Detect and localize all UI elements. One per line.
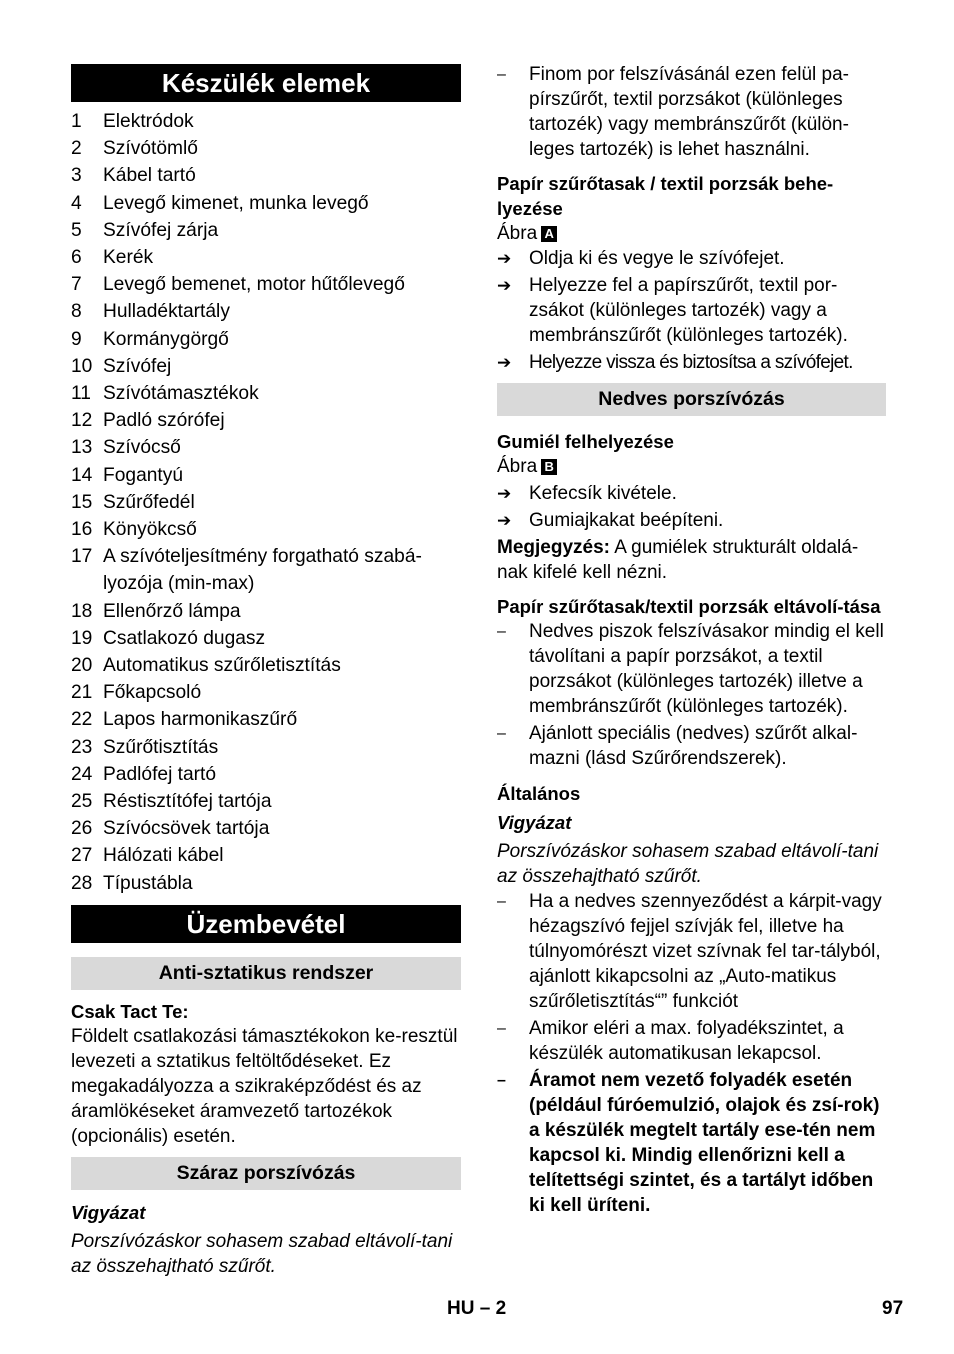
paper-remove-heading: Papír szűrőtasak/textil porzsák eltávolí-tása [497,596,881,617]
list-item: 7 Levegő bemenet, motor hűtőlevegő [71,274,405,296]
arrow-icon: ➔ [497,276,512,295]
subsection-wet-vacuuming: Nedves porszívózás [497,383,886,416]
caution-label: Vigyázat [497,812,572,833]
list-item: 9 Kormánygörgő [71,328,229,350]
tact-heading: Csak Tact Te: [71,1000,189,1022]
list-item: 23 Szűrőtisztítás [71,736,219,758]
dash-item: – Amikor eléri a max. folyadékszintet, a készülék automatikusan lekapcsol. [497,1018,844,1064]
step-item: ➔ Gumiajkakat beépíteni. [497,510,724,531]
section-title-components: Készülék elemek [71,64,461,102]
list-item: 24 Padlófej tartó [71,763,217,785]
right-column [497,62,886,1218]
list-item: 16 Könyökcső [71,519,197,541]
components-list [71,108,461,897]
subsection-dry-vacuuming: Száraz porszívózás [71,1157,461,1190]
paper-insert-heading: Papír szűrőtasak / textil porzsák behe-lyezése [497,173,834,219]
arrow-icon: ➔ [497,353,511,372]
dash-item-warning: – Áramot nem vezető folyadék esetén (például fúróemulzió, olajok és zsí-rok) a készülék megtelt tartály ese-tén nem kapcsol ki. Mindig ellenőrizni kell a telítettségi szintet, és a tartályt időben ki kell üríteni. [497,1070,880,1216]
list-item: 5 Szívófej zárja [71,219,219,241]
list-item: 1 Elektródok [71,111,194,132]
list-item: 10 Szívófej [71,355,172,377]
list-item: 6 Kerék [71,247,154,269]
note-paragraph: Megjegyzés: A gumiélek strukturált oldalá-nak kifelé kell nézni. [497,537,859,583]
figure-b-ref: Ábra B [497,454,886,479]
list-item: 17 A szívóteljesítmény forgatható szabá-lyozója (min-max) [71,546,422,595]
figure-b-badge: B [541,459,557,475]
caution-text: Porszívózáskor sohasem szabad eltávolí-tani az összehajtható szűrőt. [71,1230,453,1277]
left-column [71,62,461,1279]
step-item: ➔ Helyezze vissza és biztosítsa a szívófejet. [497,352,853,373]
subsection-antistatic: Anti-sztatikus rendszer [71,957,461,990]
step-item: ➔ Kefecsík kivétele. [497,483,677,504]
tact-paragraph: Földelt csatlakozási támasztékokon ke-resztül levezeti a sztatikus feltöltődéseket. Ez megakadályozza a szikraképződést és az áramlökéseket áramvezető tartozékok (opcionális) esetén. [71,1025,458,1147]
list-item: 22 Lapos harmonikaszűrő [71,709,298,731]
general-heading: Általános [497,783,581,804]
list-item: 27 Hálózati kábel [71,845,224,867]
footer-section-label: HU – 2 [447,1298,507,1319]
caution-text: Porszívózáskor sohasem szabad eltávolí-tani az összehajtható szűrőt. [497,841,879,887]
list-item: 15 Szűrőfedél [71,491,195,513]
list-item: 26 Szívócsövek tartója [71,818,270,840]
list-item: 14 Fogantyú [71,464,184,486]
figure-a-badge: A [541,226,557,242]
list-item: 19 Csatlakozó dugasz [71,627,266,649]
arrow-icon: ➔ [497,484,512,503]
list-item: 3 Kábel tartó [71,165,196,187]
dash-item: – Finom por felszívásánál ezen felül pa-pírszűrőt, textil porzsákot (különleges tartozék) vagy membránszűrőt (külön-leges tartozék) is lehet használni. [497,64,849,160]
step-item: ➔ Helyezze fel a papírszűrőt, textil por-zsákot (különleges tartozék) vagy a membránszűrőt (különleges tartozék). [497,275,848,346]
dash-item: – Nedves piszok felszívásakor mindig el kell távolítani a papír porzsákot, a textil porzsákot (különleges tartozék) illetve a membránszűrőt (különleges tartozék). [497,621,884,717]
list-item: 18 Ellenőrző lámpa [71,600,241,622]
list-item: 4 Levegő kimenet, munka levegő [71,192,369,214]
list-item: 20 Automatikus szűrőletisztítás [71,655,341,677]
page-number: 97 [882,1298,904,1319]
arrow-icon: ➔ [497,249,512,268]
list-item: 13 Szívócső [71,437,181,459]
list-item: 11 Szívótámasztékok [71,383,259,405]
list-item: 12 Padló szórófej [71,410,225,432]
list-item: 28 Típustábla [71,872,193,894]
list-item: 8 Hulladéktartály [71,301,230,323]
list-item: 2 Szívótömlő [71,138,198,160]
arrow-icon: ➔ [497,511,512,530]
section-title-startup: Üzembevétel [71,905,461,943]
step-item: ➔ Oldja ki és vegye le szívófejet. [497,248,785,269]
caution-label: Vigyázat [71,1201,146,1223]
list-item: 21 Főkapcsoló [71,682,202,704]
figure-a-ref: Ábra A [497,221,886,246]
dash-item: – Ha a nedves szennyeződést a kárpit-vagy hézagszívó fejjel szívják fel, illetve ha túlnyomórészt vizet szívnak fel tar-tályból, ajánlott kikapcsolni az „Auto-matikus szűrőletisztítás“” funkciót [497,891,882,1012]
dash-item: – Ajánlott speciális (nedves) szűrőt alkal-mazni (lásd Szűrőrendszerek). [497,723,858,769]
list-item: 25 Réstisztítófej tartója [71,791,272,813]
rubber-heading: Gumiél felhelyezése [497,431,674,452]
